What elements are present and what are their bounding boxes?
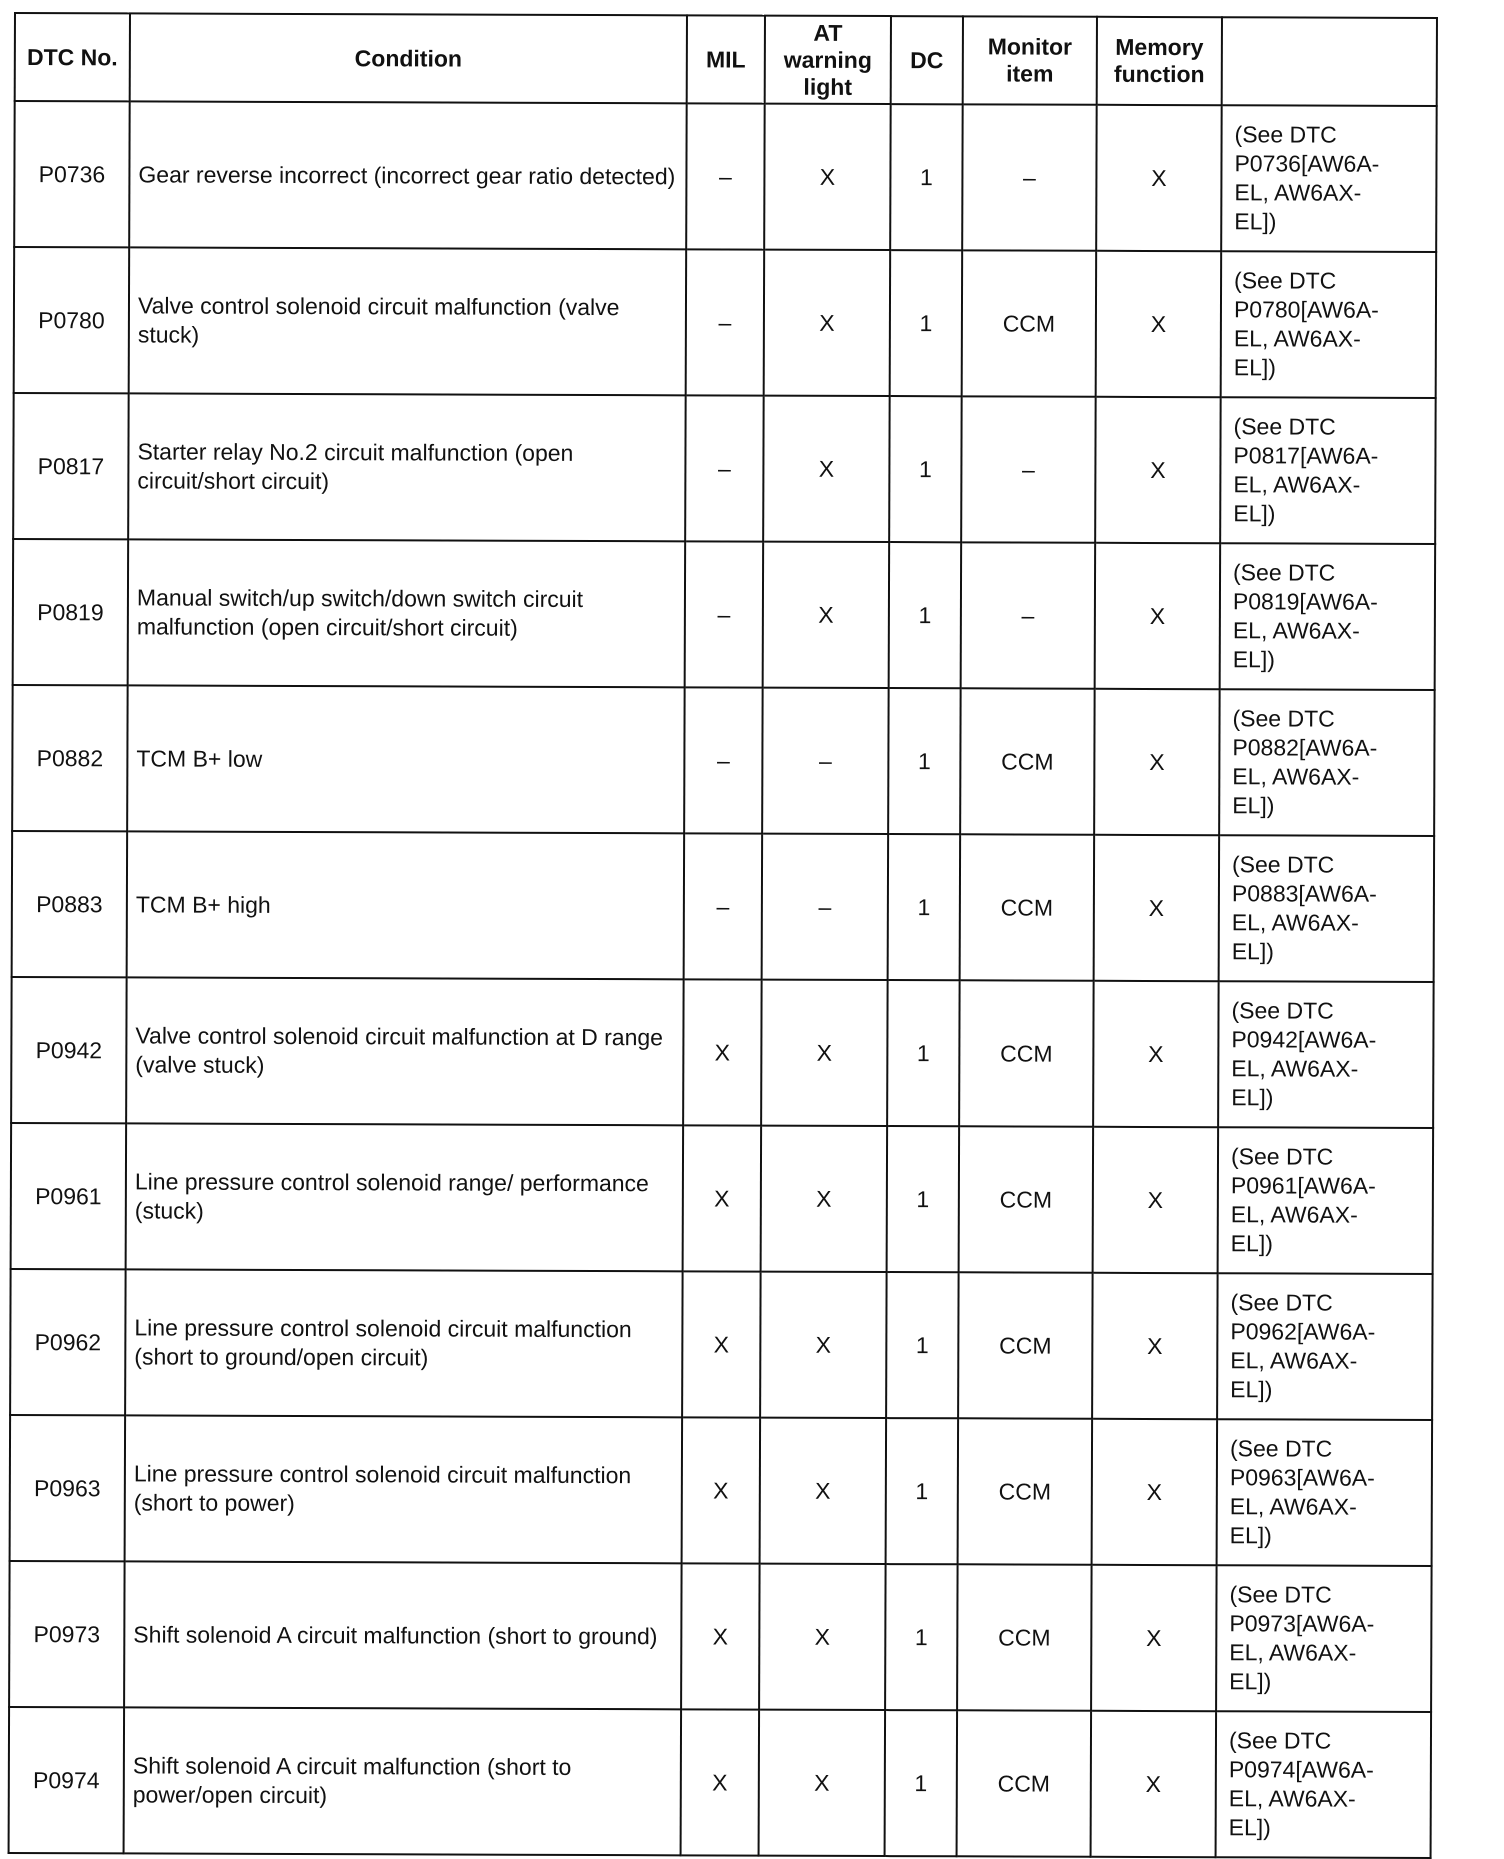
dc-cell: 1 — [890, 104, 963, 250]
condition-cell: Line pressure control solenoid circuit malfunction (short to power) — [125, 1415, 683, 1563]
at-warning-cell: X — [764, 250, 891, 396]
dtc-cell: P0817 — [13, 393, 129, 539]
at-warning-cell: X — [760, 1272, 887, 1418]
reference-line: P0961[AW6A- — [1230, 1172, 1376, 1199]
dtc-cell: P0942 — [11, 977, 127, 1123]
table-body — [9, 101, 1437, 1858]
memory-cell: X — [1094, 689, 1220, 835]
mil-cell: X — [681, 1563, 760, 1709]
reference-cell — [1220, 543, 1436, 690]
table-row — [10, 1415, 1433, 1566]
reference-cell — [1216, 1711, 1432, 1858]
memory-cell: X — [1093, 1127, 1219, 1273]
reference-line: (See DTC — [1233, 413, 1336, 440]
reference-line: (See DTC — [1228, 1727, 1332, 1754]
at-warning-cell: – — [762, 688, 889, 834]
reference-cell — [1217, 1273, 1433, 1420]
reference-line: P0974[AW6A- — [1228, 1756, 1374, 1783]
dtc-cell: P0780 — [14, 247, 130, 393]
reference-line: EL, AW6AX- — [1229, 1639, 1357, 1666]
reference-line: EL, AW6AX- — [1228, 1785, 1356, 1812]
reference-line: EL]) — [1229, 1522, 1272, 1549]
table-row — [9, 1561, 1432, 1712]
reference-cell — [1219, 689, 1435, 836]
table-row — [12, 685, 1435, 836]
header-at-warning-line: light — [803, 73, 853, 100]
at-warning-cell: X — [764, 104, 891, 250]
mil-cell: – — [686, 249, 765, 395]
reference-cell — [1217, 1419, 1433, 1566]
dtc-table — [8, 12, 1438, 1859]
reference-line: (See DTC — [1230, 1289, 1333, 1316]
monitor-cell: CCM — [959, 980, 1094, 1126]
monitor-cell: – — [961, 396, 1096, 542]
header-memory-function — [1097, 17, 1222, 105]
mil-cell: – — [686, 103, 765, 249]
reference-line: EL]) — [1231, 1084, 1274, 1111]
dtc-cell: P0883 — [12, 831, 128, 977]
header-at-warning-light — [765, 16, 891, 104]
mil-cell: – — [685, 395, 764, 541]
reference-line: EL]) — [1231, 938, 1274, 965]
reference-line: (See DTC — [1233, 559, 1336, 586]
reference-line: (See DTC — [1231, 851, 1335, 878]
reference-line: EL, AW6AX- — [1230, 1347, 1358, 1374]
at-warning-cell: X — [759, 1564, 886, 1710]
condition-cell: Gear reverse incorrect (incorrect gear ratio detected) — [129, 101, 687, 249]
reference-line: (See DTC — [1234, 121, 1337, 148]
header-dtc-no: DTC No. — [15, 13, 130, 101]
reference-cell — [1216, 1565, 1432, 1712]
reference-cell — [1220, 397, 1436, 544]
memory-cell: X — [1092, 1419, 1218, 1565]
dc-cell: 1 — [885, 1564, 958, 1710]
condition-cell: TCM B+ low — [127, 685, 685, 833]
dtc-cell: P0882 — [12, 685, 128, 831]
dc-cell: 1 — [886, 1272, 959, 1418]
memory-cell: X — [1093, 981, 1219, 1127]
monitor-cell: CCM — [960, 688, 1095, 834]
reference-line: EL]) — [1233, 354, 1276, 381]
memory-cell: X — [1096, 105, 1222, 251]
header-monitor-line: item — [1006, 60, 1054, 87]
mil-cell: X — [683, 1125, 762, 1271]
dc-cell: 1 — [885, 1710, 958, 1856]
memory-cell: X — [1092, 1273, 1218, 1419]
reference-line: P0736[AW6A- — [1234, 150, 1380, 177]
at-warning-cell: X — [763, 542, 890, 688]
dc-cell: 1 — [889, 542, 962, 688]
at-warning-cell: X — [763, 396, 890, 542]
header-at-warning-line: AT — [813, 19, 843, 46]
reference-line: EL]) — [1232, 792, 1275, 819]
dc-cell: 1 — [888, 834, 961, 980]
reference-line: EL, AW6AX- — [1234, 179, 1362, 206]
dc-cell: 1 — [887, 1126, 960, 1272]
reference-line: P0883[AW6A- — [1231, 880, 1377, 907]
dc-cell: 1 — [887, 980, 960, 1126]
monitor-cell: CCM — [957, 1564, 1092, 1710]
at-warning-cell: X — [761, 980, 888, 1126]
memory-cell: X — [1096, 251, 1222, 397]
table-row — [11, 1123, 1434, 1274]
table-row — [10, 1269, 1433, 1420]
at-warning-cell: – — [762, 834, 889, 980]
memory-cell: X — [1091, 1711, 1217, 1857]
condition-cell: Shift solenoid A circuit malfunction (short to ground) — [124, 1561, 682, 1709]
reference-cell — [1218, 981, 1434, 1128]
reference-line: (See DTC — [1232, 705, 1335, 732]
condition-cell: Line pressure control solenoid circuit malfunction (short to ground/open circuit) — [125, 1269, 683, 1417]
reference-line: EL]) — [1228, 1814, 1271, 1841]
mil-cell: X — [683, 979, 762, 1125]
dtc-cell: P0962 — [10, 1269, 126, 1415]
monitor-cell: CCM — [958, 1418, 1093, 1564]
at-warning-cell: X — [761, 1126, 888, 1272]
memory-cell: X — [1091, 1565, 1217, 1711]
dc-cell: 1 — [889, 396, 962, 542]
condition-cell: TCM B+ high — [127, 831, 685, 979]
header-reference — [1222, 17, 1437, 106]
reference-line: EL]) — [1232, 646, 1275, 673]
monitor-cell: CCM — [957, 1710, 1092, 1856]
reference-line: P0963[AW6A- — [1229, 1464, 1375, 1491]
dc-cell: 1 — [888, 688, 961, 834]
monitor-cell: CCM — [962, 250, 1097, 396]
mil-cell: – — [685, 541, 764, 687]
reference-line: P0942[AW6A- — [1231, 1026, 1377, 1053]
reference-line: EL]) — [1233, 500, 1276, 527]
reference-line: EL, AW6AX- — [1232, 763, 1360, 790]
table-row — [11, 977, 1434, 1128]
header-condition: Condition — [130, 13, 687, 103]
table-row — [13, 393, 1436, 544]
memory-cell: X — [1095, 397, 1221, 543]
dtc-cell: P0961 — [11, 1123, 127, 1269]
header-row — [15, 13, 1437, 106]
header-monitor-item — [963, 16, 1097, 104]
condition-cell: Shift solenoid A circuit malfunction (short to power/open circuit) — [124, 1707, 682, 1855]
monitor-cell: CCM — [960, 834, 1095, 980]
reference-line: EL]) — [1229, 1668, 1272, 1695]
at-warning-cell: X — [759, 1710, 886, 1856]
header-monitor-line: Monitor — [987, 33, 1073, 60]
header-mil: MIL — [687, 15, 765, 103]
reference-cell — [1218, 1127, 1434, 1274]
reference-cell — [1221, 251, 1437, 398]
reference-line: EL, AW6AX- — [1231, 909, 1359, 936]
table-row — [14, 101, 1437, 252]
monitor-cell: CCM — [959, 1126, 1094, 1272]
reference-cell — [1219, 835, 1435, 982]
mil-cell: – — [684, 833, 763, 979]
table-row — [13, 539, 1436, 690]
monitor-cell: – — [961, 542, 1096, 688]
dtc-cell: P0963 — [10, 1415, 126, 1561]
reference-line: EL]) — [1230, 1230, 1273, 1257]
mil-cell: X — [681, 1709, 760, 1855]
reference-cell — [1221, 105, 1437, 252]
dtc-cell: P0819 — [13, 539, 129, 685]
condition-cell: Manual switch/up switch/down switch circuit malfunction (open circuit/short circuit) — [128, 539, 686, 687]
header-dc: DC — [891, 16, 963, 104]
header-memory-line: Memory — [1115, 33, 1204, 61]
reference-line: EL, AW6AX- — [1229, 1493, 1357, 1520]
dtc-cell: P0736 — [14, 101, 130, 247]
reference-line: P0882[AW6A- — [1232, 734, 1378, 761]
condition-cell: Starter relay No.2 circuit malfunction (open circuit/short circuit) — [128, 393, 686, 541]
reference-line: P0817[AW6A- — [1233, 442, 1379, 469]
reference-line: (See DTC — [1230, 1143, 1334, 1170]
table-row — [12, 831, 1435, 982]
header-memory-line: function — [1113, 60, 1205, 88]
monitor-cell: CCM — [958, 1272, 1093, 1418]
dc-cell: 1 — [890, 250, 963, 396]
reference-line: (See DTC — [1229, 1581, 1332, 1608]
mil-cell: X — [682, 1417, 761, 1563]
reference-line: P0973[AW6A- — [1229, 1610, 1375, 1637]
reference-line: P0819[AW6A- — [1232, 588, 1378, 615]
reference-line: P0962[AW6A- — [1230, 1318, 1376, 1345]
reference-line: EL, AW6AX- — [1230, 1201, 1358, 1228]
reference-line: EL, AW6AX- — [1233, 325, 1361, 352]
reference-line: EL, AW6AX- — [1232, 617, 1360, 644]
at-warning-cell: X — [760, 1418, 887, 1564]
reference-line: EL]) — [1234, 208, 1277, 235]
reference-line: EL, AW6AX- — [1231, 1055, 1359, 1082]
table-row — [14, 247, 1437, 398]
header-at-warning-line: warning — [783, 46, 872, 73]
reference-line: EL]) — [1230, 1376, 1273, 1403]
reference-line: (See DTC — [1234, 267, 1337, 294]
reference-line: (See DTC — [1229, 1435, 1333, 1462]
memory-cell: X — [1095, 543, 1221, 689]
reference-line: (See DTC — [1231, 997, 1334, 1024]
mil-cell: – — [684, 687, 763, 833]
condition-cell: Valve control solenoid circuit malfunction at D range (valve stuck) — [126, 977, 684, 1125]
dc-cell: 1 — [886, 1418, 959, 1564]
condition-cell: Valve control solenoid circuit malfunction (valve stuck) — [129, 247, 687, 395]
monitor-cell: – — [962, 104, 1097, 250]
reference-line: P0780[AW6A- — [1233, 296, 1379, 323]
reference-line: EL, AW6AX- — [1233, 471, 1361, 498]
condition-cell: Line pressure control solenoid range/ performance (stuck) — [126, 1123, 684, 1271]
table-row — [9, 1707, 1432, 1858]
memory-cell: X — [1094, 835, 1220, 981]
dtc-cell: P0973 — [9, 1561, 125, 1707]
mil-cell: X — [682, 1271, 761, 1417]
dtc-cell: P0974 — [9, 1707, 125, 1853]
